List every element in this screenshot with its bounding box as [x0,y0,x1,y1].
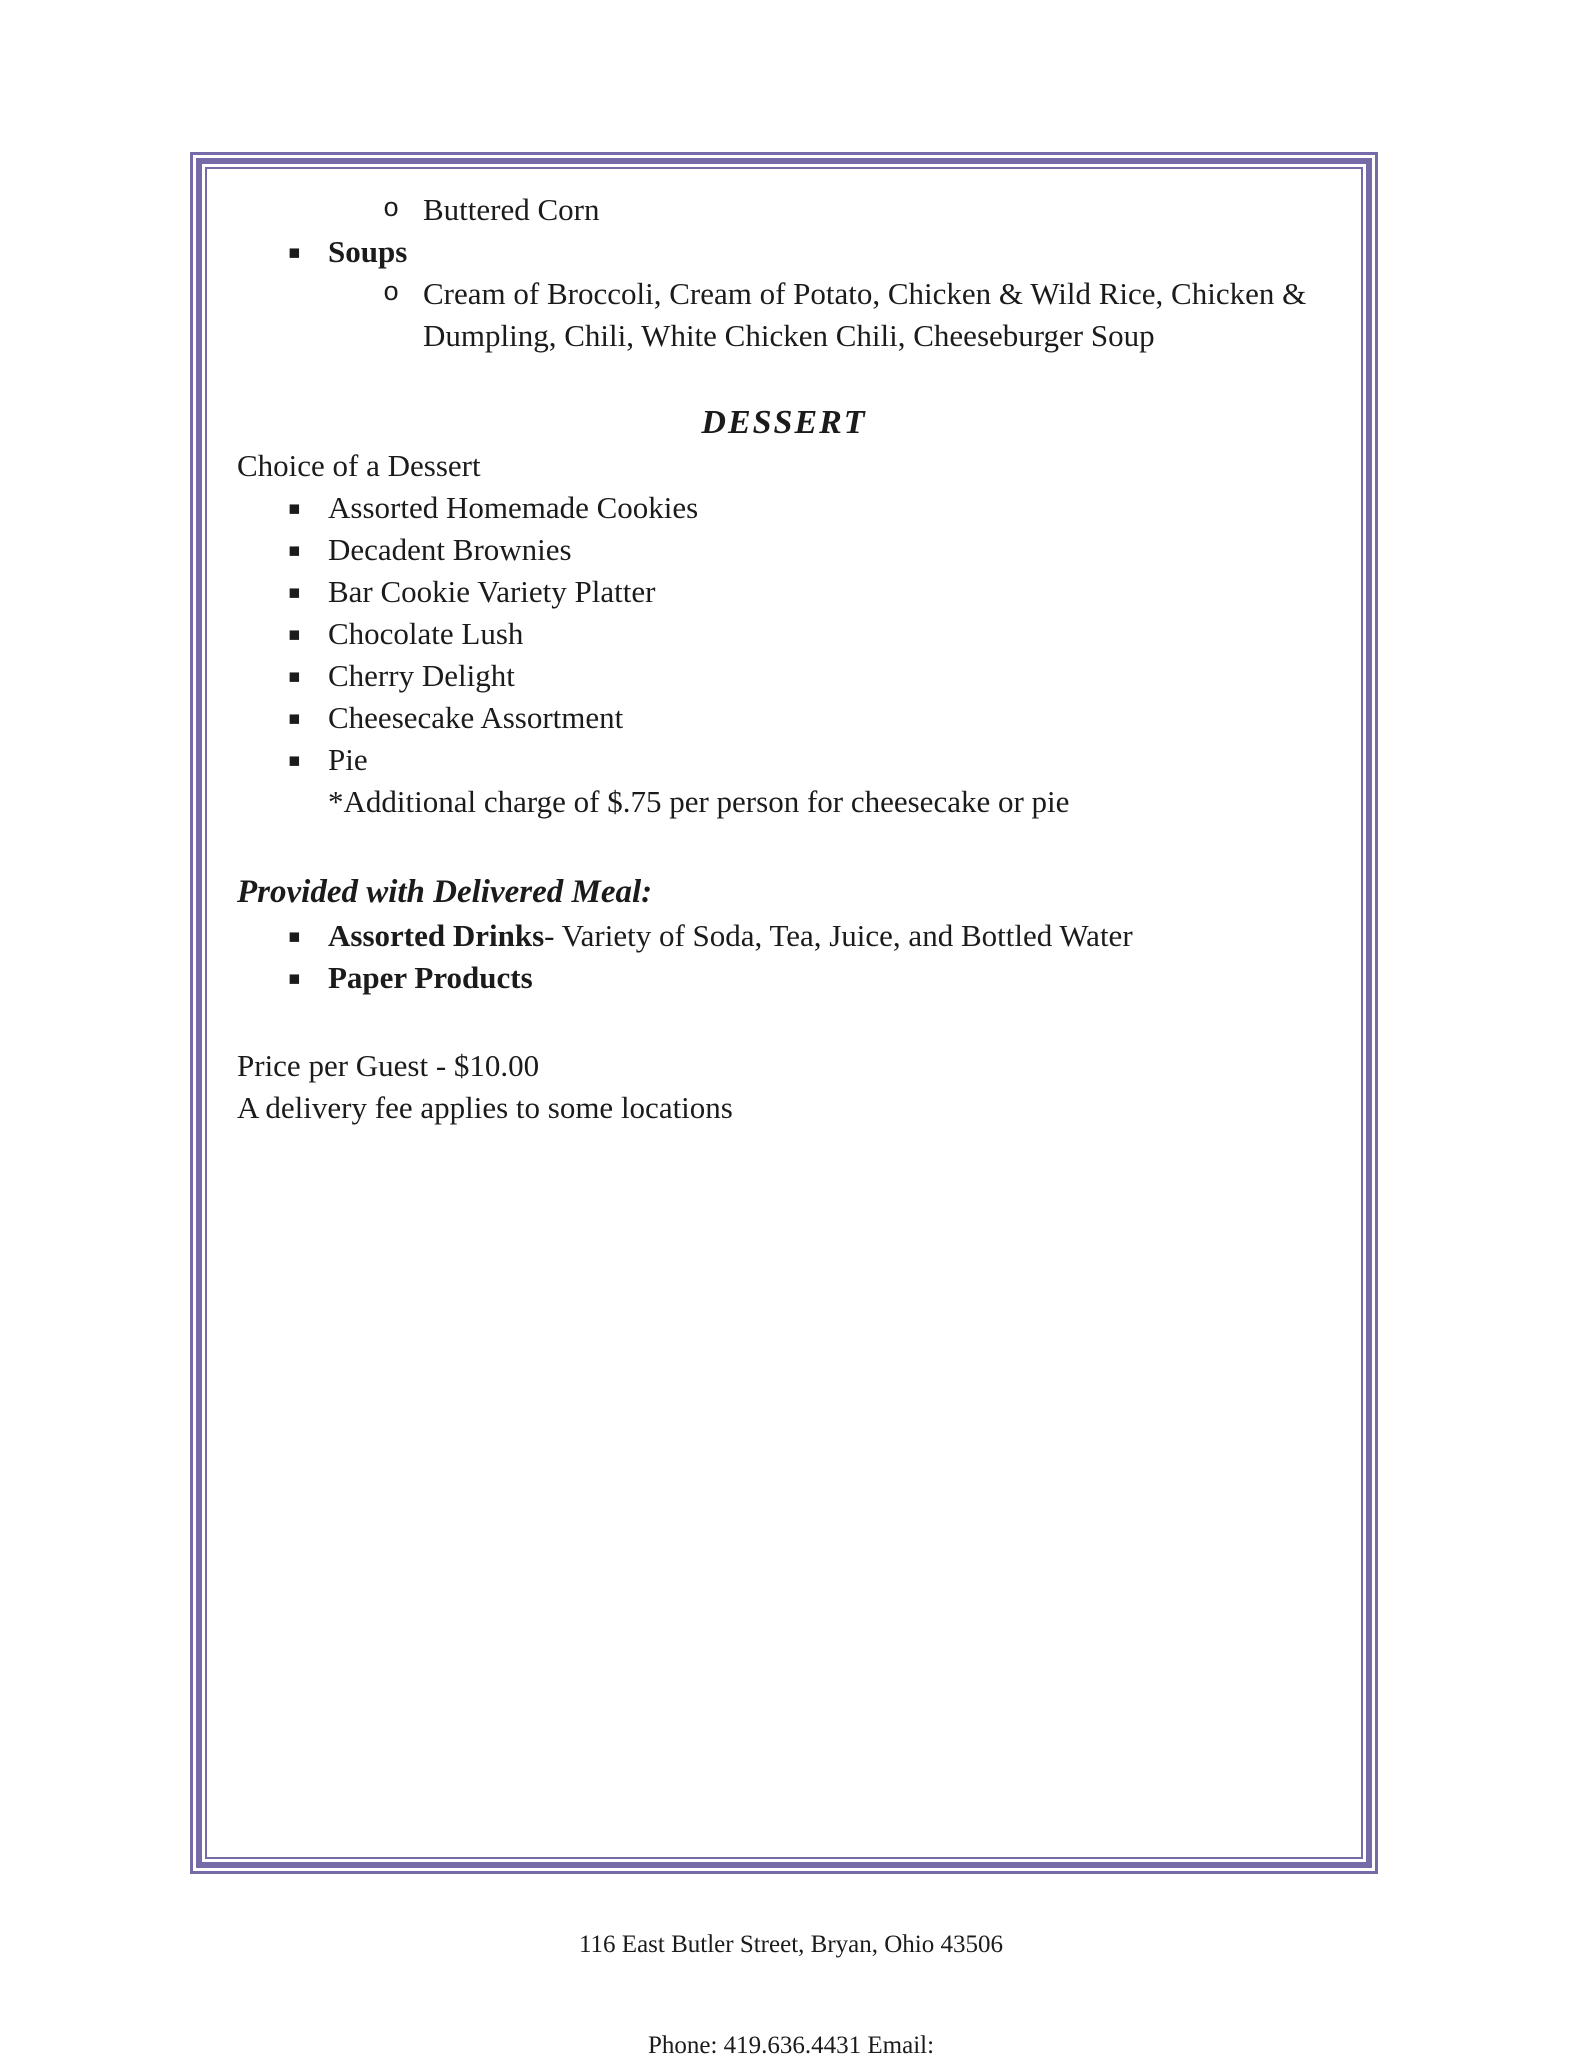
menu-item-label: Soups [328,234,408,269]
menu-item-text: Decadent Brownies [328,532,572,567]
list-item-provided [237,915,1331,957]
square-bullet-icon: ▪ [288,539,301,561]
delivery-fee-note: A delivery fee applies to some locations [237,1090,733,1125]
page-border-mid [196,158,1372,1868]
menu-item-label: Assorted Drinks [328,918,545,953]
price-per-guest: Price per Guest - $10.00 [237,1048,540,1083]
list-item-dessert [237,487,1331,529]
list-item-dessert [237,739,1331,781]
square-bullet-icon: ▪ [288,707,301,729]
list-item-dessert [237,613,1331,655]
list-item-dessert [237,571,1331,613]
page-border-inner [205,167,1363,1859]
square-bullet-icon: ▪ [288,497,301,519]
provided-heading: Provided with Delivered Meal: [237,874,653,910]
menu-item-text: Buttered Corn [423,192,600,227]
menu-item-text: Assorted Homemade Cookies [328,490,699,525]
menu-item-label: Paper Products [328,960,533,995]
menu-item-text: Cream of Broccoli, Cream of Potato, Chicken & Wild Rice, Chicken & Dumpling, Chili, White Chicken Chili, Cheeseburger Soup [423,276,1307,353]
list-item-buttered-corn [237,189,1331,231]
list-item-dessert [237,529,1331,571]
square-bullet-icon: ▪ [288,241,301,263]
list-item-dessert [237,697,1331,739]
square-bullet-icon: ▪ [288,623,301,645]
square-bullet-icon: ▪ [288,749,301,771]
dessert-surcharge-note: *Additional charge of $.75 per person for cheesecake or pie [328,784,1070,819]
menu-item-text: Bar Cookie Variety Platter [328,574,656,609]
list-item-soups [237,231,1331,273]
square-bullet-icon: ▪ [288,967,301,989]
dessert-intro: Choice of a Dessert [237,448,481,483]
menu-item-text: Cheesecake Assortment [328,700,624,735]
circle-bullet-icon: o [383,279,400,309]
list-item-dessert [237,655,1331,697]
footer-contact: Phone: 419.636.4431 Email: [647,2032,935,2059]
menu-item-text: Cherry Delight [328,658,515,693]
menu-content [237,189,1331,1129]
menu-item-text: Chocolate Lush [328,616,524,651]
dessert-heading: DESSERT [701,404,867,441]
square-bullet-icon: ▪ [288,665,301,687]
list-item-soup-varieties [237,273,1331,357]
page-border-frame [190,152,1378,1874]
menu-item-detail: - Variety of Soda, Tea, Juice, and Bottled Water [544,918,1133,953]
square-bullet-icon: ▪ [288,581,301,603]
square-bullet-icon: ▪ [288,925,301,947]
list-item-provided [237,957,1331,999]
circle-bullet-icon: o [383,195,400,225]
menu-item-text: Pie [328,742,368,777]
footer-address: 116 East Butler Street, Bryan, Ohio 43506 [578,1931,1003,1958]
